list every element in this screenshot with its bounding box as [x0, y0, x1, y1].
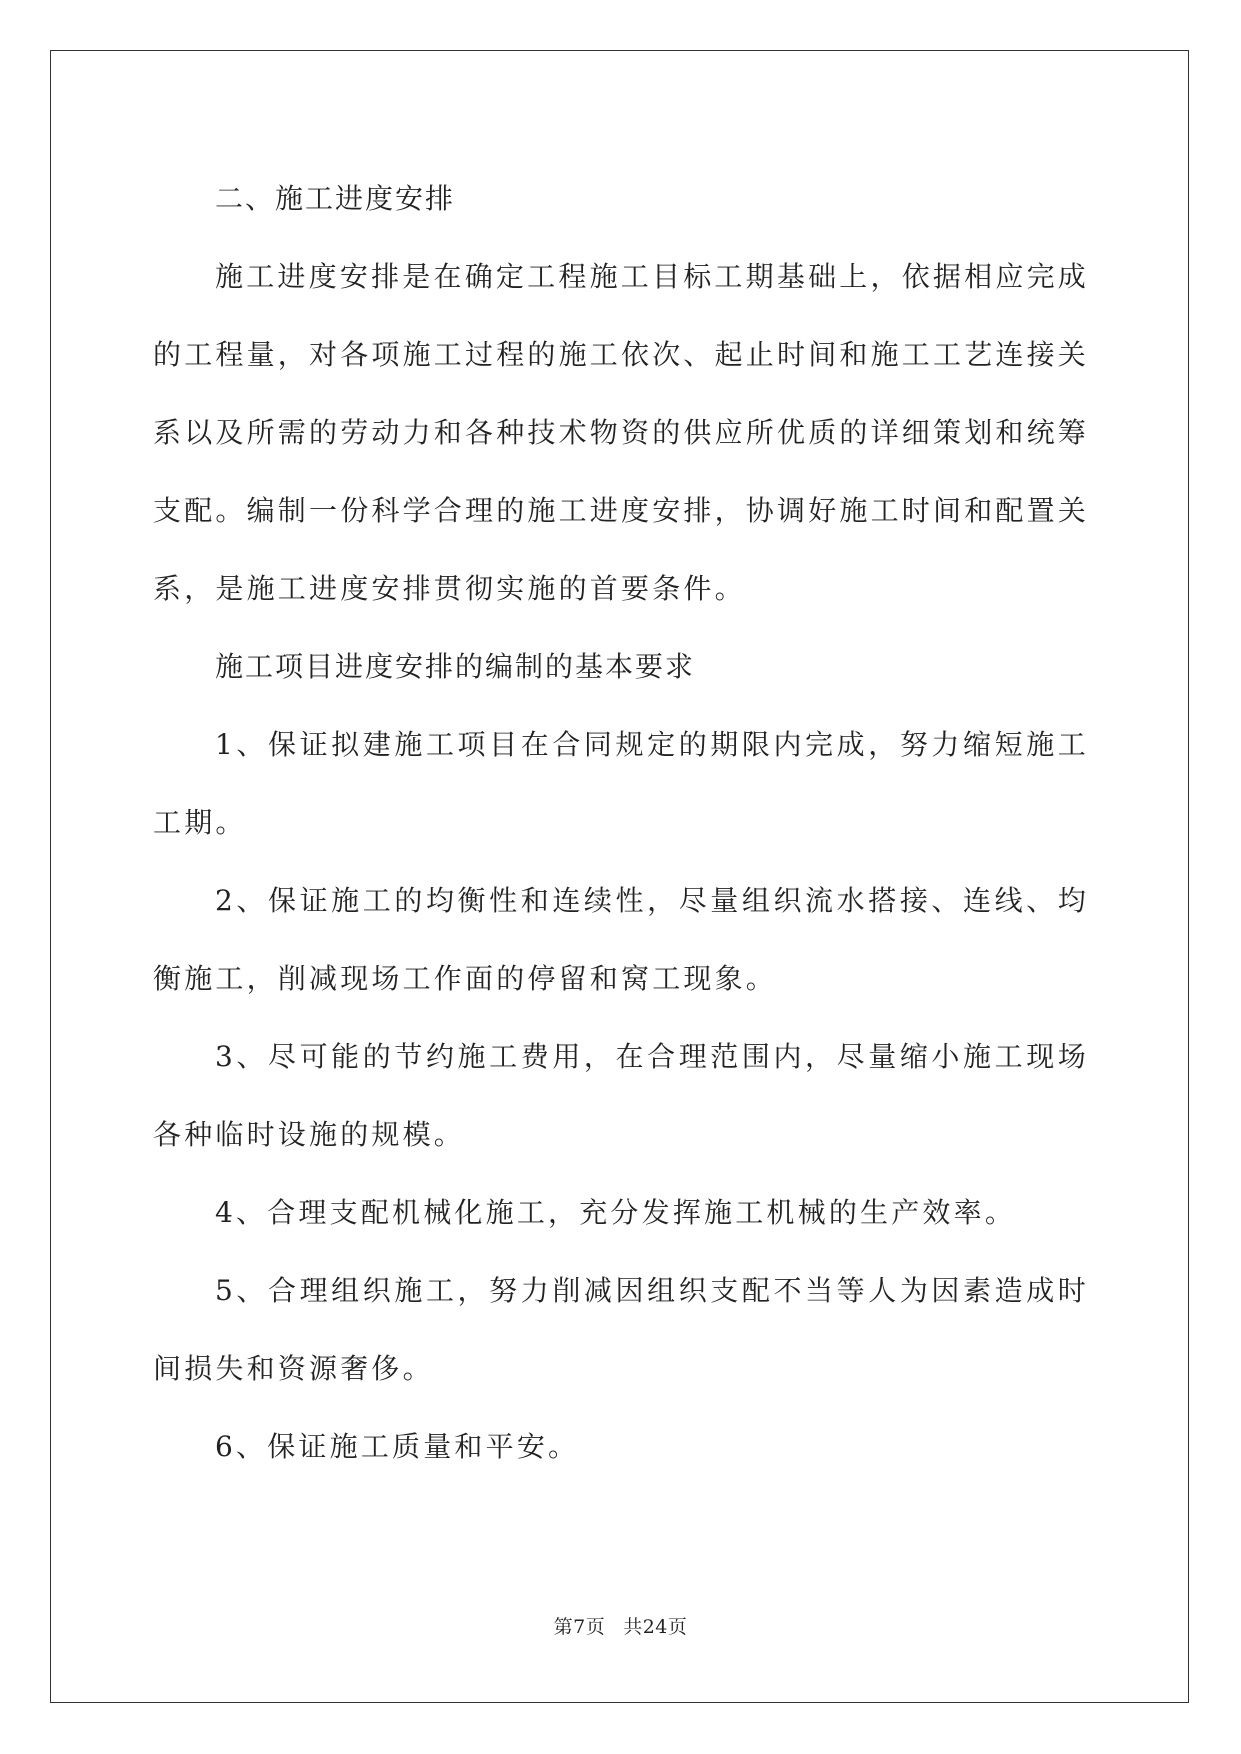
total-label-prefix: 共: [623, 1616, 643, 1638]
requirement-item-5: 5、合理组织施工，努力削减因组织支配不当等人为因素造成时间损失和资源奢侈。: [153, 1274, 1089, 1385]
page-label-prefix: 第: [553, 1616, 574, 1638]
paragraph-intro: 施工进度安排是在确定工程施工目标工期基础上，依据相应完成的工程量，对各项施工过程的施工依次、起止时间和施工工艺连接关系以及所需的劳动力和各种技术物资的供应所优质的详细策划和统筹支配。编制一份科学合理的施工进度安排，协调好施工时间和配置关系，是施工进度安排贯彻实施的首要条件。: [153, 260, 1090, 605]
document-body: [153, 160, 1089, 1486]
requirement-item-3: 3、尽可能的节约施工费用，在合理范围内，尽量缩小施工现场各种临时设施的规模。: [153, 1040, 1089, 1151]
page-label-suffix: 页: [585, 1616, 606, 1638]
page-total: 24: [642, 1616, 668, 1638]
page-footer: [0, 1612, 1241, 1639]
total-label-suffix: 页: [667, 1616, 688, 1638]
requirement-item-6: 6、保证施工质量和平安。: [215, 1430, 580, 1463]
requirement-item-1: 1、保证拟建施工项目在合同规定的期限内完成，努力缩短施工工期。: [153, 728, 1089, 839]
requirement-item-4: 4、合理支配机械化施工，充分发挥施工机械的生产效率。: [215, 1196, 1017, 1229]
section-heading: 二、施工进度安排: [215, 182, 456, 215]
page-current: 7: [573, 1616, 586, 1638]
subsection-heading: 施工项目进度安排的编制的基本要求: [215, 650, 696, 683]
requirement-item-2: 2、保证施工的均衡性和连续性，尽量组织流水搭接、连线、均衡施工，削减现场工作面的停留和窝工现象。: [153, 884, 1089, 995]
